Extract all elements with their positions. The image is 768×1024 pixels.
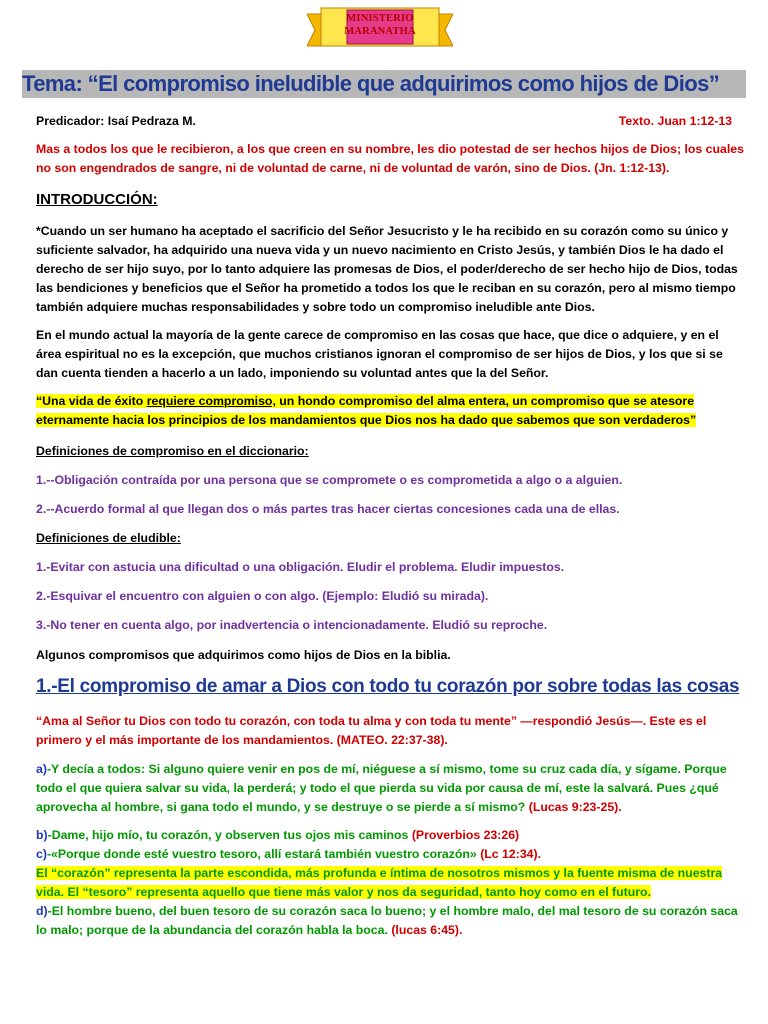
item-b xyxy=(36,826,746,845)
def-eludible-3: 3.-No tener en cuenta algo, por inadvertencia o intencionadamente. Eludió su reproche. xyxy=(36,618,548,632)
def-compromiso-heading: Definiciones de compromiso en el diccionario: xyxy=(36,444,309,458)
def-eludible-1: 1.-Evitar con astucia una dificultad o una obligación. Eludir el problema. Eludir impuestos. xyxy=(36,560,565,574)
preacher: Predicador: Isaí Pedraza M. xyxy=(36,114,196,128)
item-b-letter: b) xyxy=(36,828,48,842)
algunos-compromisos: Algunos compromisos que adquirimos como hijos de Dios en la biblia. xyxy=(36,648,451,662)
items-bcd xyxy=(36,826,746,940)
quote-part-2: , un hondo compromiso del alma entera, un compromiso que se atesore eternamente hacia los principios de los mandamientos que Dios nos ha dado que sabemos que son verdaderos” xyxy=(36,394,697,427)
item-highlight xyxy=(36,864,746,902)
highlight-text: El “corazón” representa la parte escondida, más profunda e íntima de nosotros mismos y la fuente misma de nuestra vida. El “tesoro” representa aquello que tiene más valor y nos da seguridad, tanto hoy como en el futuro. xyxy=(36,866,723,899)
def-compromiso-1: 1.--Obligación contraída por una persona que se compromete o es comprometida a algo o a alguien. xyxy=(36,473,623,487)
quote-underlined: requiere compromiso xyxy=(146,394,273,408)
intro-heading: INTRODUCCIÓN: xyxy=(36,191,158,208)
banner-line1: MINISTERIO xyxy=(346,13,414,24)
def-eludible-heading: Definiciones de eludible: xyxy=(36,531,181,545)
highlighted-quote xyxy=(36,392,746,430)
item-a xyxy=(36,760,746,817)
item-c xyxy=(36,845,746,864)
item-c-text: -«Porque donde esté vuestro tesoro, allí estará también vuestro corazón» xyxy=(46,847,481,861)
item-d xyxy=(36,902,746,940)
def-eludible-2: 2.-Esquivar el encuentro con alguien o con algo. (Ejemplo: Eludió su mirada). xyxy=(36,589,489,603)
intro-paragraph-2: En el mundo actual la mayoría de la gente carece de compromiso en las cosas que hace, que dice o adquiere, y en el área espiritual no es la excepción, que muchos cristianos ignoran el compromiso de ser hijos de Dios, y los que si se dan cuenta tienden a hacerlo a un lado, imponiendo su voluntad antes que la del Señor. xyxy=(36,328,723,380)
item-d-ref: (lucas 6:45). xyxy=(391,923,463,937)
quote-part-1: “Una vida de éxito xyxy=(36,394,147,408)
ministry-banner-label xyxy=(307,12,453,38)
page-title: Tema: “El compromiso ineludible que adquirimos como hijos de Dios” xyxy=(22,71,720,96)
item-a-ref: (Lucas 9:23-25). xyxy=(528,800,622,814)
item-d-text: -El hombre bueno, del buen tesoro de su corazón saca lo bueno; y el hombre malo, del mal tesoro de su corazón saca lo malo; porque de la abundancia del corazón habla la boca. xyxy=(36,904,738,937)
section-1-quote: “Ama al Señor tu Dios con todo tu corazón, con toda tu alma y con toda tu mente” —respondió Jesús—. Este es el primero y el más importante de los mandamientos. (MATEO. 22:37-38). xyxy=(36,714,707,747)
item-b-ref: (Proverbios 23:26) xyxy=(411,828,520,842)
item-d-letter: d) xyxy=(36,904,48,918)
intro-paragraph-1: *Cuando un ser humano ha aceptado el sacrificio del Señor Jesucristo y le ha recibido en su corazón como su único y suficiente salvador, ha adquirido una nueva vida y un nuevo nacimiento en Cristo Jesús, y también Dios le ha dado el derecho de ser hijo suyo, por lo tanto adquiere las promesas de Dios, el poder/derecho de ser hecho hijo de Dios, todas las bendiciones y beneficios que el Señor ha prometido a todos los que le reciban en su corazón, pero al mismo tiempo también adquiere muchas responsabilidades y sobre todo un compromiso ineludible ante Dios. xyxy=(36,224,738,314)
item-c-ref: (Lc 12:34). xyxy=(480,847,542,861)
item-a-letter: a) xyxy=(36,762,47,776)
text-reference: Texto. Juan 1:12-13 xyxy=(618,114,732,128)
section-1-heading: 1.-El compromiso de amar a Dios con todo tu corazón por sobre todas las cosas xyxy=(36,676,740,697)
item-a-text: -Y decía a todos: Si alguno quiere venir en pos de mí, niéguese a sí mismo, tome su cruz cada día, y sígame. Porque todo el que quiera salvar su vida, la perderá; y todo el que pierda su vida por causa de mí, este la salvará. Pues ¿qué aprovecha al hombre, si gana todo el mundo, y se destruye o se pierde a sí mismo? xyxy=(36,762,727,814)
opening-verse: Mas a todos los que le recibieron, a los que creen en su nombre, les dio potestad de ser hechos hijos de Dios; los cuales no son engendrados de sangre, ni de voluntad de carne, ni de voluntad de varón, sino de Dios. (Jn. 1:12-13). xyxy=(36,142,744,175)
def-compromiso-2: 2.--Acuerdo formal al que llegan dos o más partes tras hacer ciertas concesiones cada una de ellas. xyxy=(36,502,620,516)
banner-line2: MARANATHA xyxy=(344,26,416,37)
item-c-letter: c) xyxy=(36,847,47,861)
item-b-text: -Dame, hijo mío, tu corazón, y observen tus ojos mis caminos xyxy=(47,828,412,842)
